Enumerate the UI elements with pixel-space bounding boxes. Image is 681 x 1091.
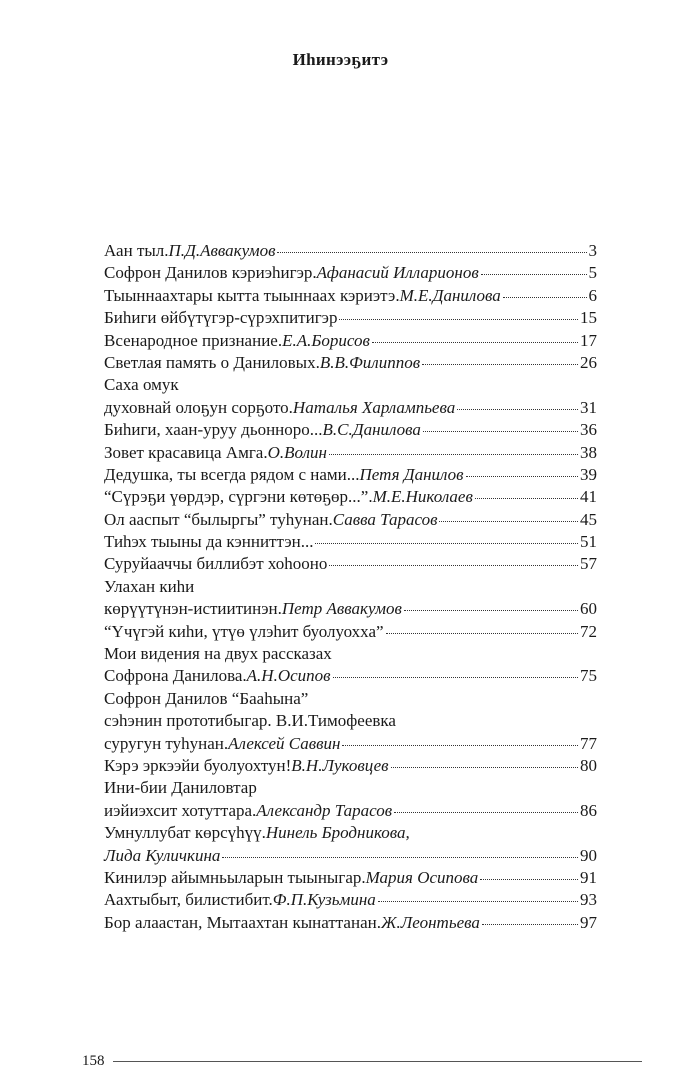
toc-entry (104, 531, 597, 553)
toc-entry (104, 576, 597, 621)
entry-title: сэһэнин прототибыгар. В.И.Тимофеевка (104, 711, 396, 731)
toc-entry (104, 419, 597, 441)
entry-page-number: 86 (580, 800, 597, 820)
toc-line (104, 307, 597, 329)
entry-page-number: 60 (580, 599, 597, 619)
dot-leader (404, 609, 578, 611)
entry-author: Наталья Харлампьева (292, 397, 456, 417)
toc-line (104, 822, 597, 844)
dot-leader (482, 923, 578, 925)
entry-author: Алексей Саввин (228, 733, 341, 753)
toc-entry (104, 285, 597, 307)
toc-line (104, 912, 597, 934)
entry-page-number: 3 (588, 241, 597, 260)
entry-author: Лида Куличкина (104, 845, 221, 865)
entry-title: Биһиги, хаан-уруу дьонноро... (104, 420, 323, 440)
toc-entry (104, 262, 597, 284)
toc-line (104, 374, 597, 396)
entry-title: Ини-бии Даниловтар (104, 778, 257, 798)
toc-line (104, 598, 597, 620)
entry-page-number: 6 (588, 285, 597, 305)
entry-title: Кэрэ эркээйи буолуохтун! (104, 755, 292, 775)
entry-author: Александр Тарасов (256, 800, 393, 820)
toc-line (104, 330, 597, 352)
entry-title: “Үчүгэй киһи, үтүө үлэһит буолуохха” (104, 621, 384, 641)
entry-author: Мария Осипова (365, 867, 479, 887)
dot-leader (222, 856, 578, 858)
toc-line (104, 464, 597, 486)
toc-line (104, 486, 597, 508)
entry-page-number: 45 (580, 509, 597, 529)
dot-leader (329, 453, 578, 455)
toc-line (104, 755, 597, 777)
entry-page-number: 39 (580, 464, 597, 484)
entry-title: Саха омук (104, 375, 179, 395)
dot-leader (423, 430, 578, 432)
toc-entry (104, 486, 597, 508)
entry-author: В.Н.Луковцев (291, 755, 389, 775)
toc-entry (104, 352, 597, 374)
entry-title: Всенародное признание. (104, 330, 283, 350)
entry-author: Ж.Леонтьева (380, 912, 480, 932)
toc-entry (104, 777, 597, 822)
toc-entry (104, 553, 597, 575)
entry-page-number: 57 (580, 554, 597, 574)
toc-entry (104, 912, 597, 934)
toc-line (104, 688, 597, 710)
entry-title: көрүүтүнэн-истиитинэн. (104, 599, 282, 619)
entry-title: Биһиги өйбүтүгэр-сүрэхпитигэр (104, 308, 338, 328)
toc-entry (104, 867, 597, 889)
toc-entry (104, 307, 597, 329)
dot-leader (329, 564, 578, 566)
page-footer (82, 1053, 642, 1070)
entry-title: Суруйааччы биллибэт хоһооно (104, 554, 328, 574)
toc-line (104, 553, 597, 575)
toc-line (104, 889, 597, 911)
entry-title: Тиһэх тыыны да кэнниттэн... (104, 532, 314, 552)
entry-page-number: 15 (580, 308, 597, 328)
entry-title: Ол ааспыт “былыргы” туһунан. (104, 509, 333, 529)
entry-page-number: 17 (580, 330, 597, 350)
entry-page-number: 31 (580, 397, 597, 417)
toc-line (104, 397, 597, 419)
toc-entry (104, 330, 597, 352)
toc-entry (104, 621, 597, 643)
toc-line (104, 845, 597, 867)
entry-author: М.Е.Николаев (372, 487, 473, 507)
dot-leader (339, 318, 578, 320)
toc-line (104, 710, 597, 732)
entry-title: иэйиэхсит хотуттара. (104, 800, 257, 820)
entry-title: Дедушка, ты всегда рядом с нами... (104, 464, 360, 484)
dot-leader (277, 251, 586, 253)
entry-page-number: 26 (580, 352, 597, 372)
dot-leader (439, 520, 578, 522)
entry-author: Афанасий Илларионов (316, 263, 479, 283)
toc-entry (104, 822, 597, 867)
page-title: Иһинээҕитэ (292, 50, 389, 69)
dot-leader (386, 632, 578, 634)
dot-leader (394, 811, 578, 813)
entry-author: Петр Аввакумов (281, 599, 402, 619)
entry-page-number: 75 (580, 666, 597, 686)
toc-line (104, 777, 597, 799)
dot-leader (466, 475, 579, 477)
toc-entry (104, 688, 597, 755)
toc-line (104, 509, 597, 531)
toc-entry (104, 889, 597, 911)
entry-title: Тыыннаахтары кытта тыыннаах кэриэтэ. (104, 285, 400, 305)
table-of-contents (104, 240, 597, 934)
page-number: 158 (82, 1053, 105, 1069)
entry-author: М.Е.Данилова (399, 285, 501, 305)
toc-entry (104, 240, 597, 262)
entry-author: Савва Тарасов (332, 509, 438, 529)
entry-title: Софрон Данилов кэриэһигэр. (104, 263, 317, 283)
entry-title: Улахан киһи (104, 576, 195, 596)
toc-line (104, 262, 597, 284)
entry-title: “Сүрэҕи үөрдэр, сүргэни көтөҕөр...”. (104, 487, 373, 507)
dot-leader (333, 676, 578, 678)
toc-line (104, 621, 597, 643)
entry-page-number: 91 (580, 867, 597, 887)
entry-page-number: 36 (580, 420, 597, 440)
toc-line (104, 352, 597, 374)
toc-line (104, 576, 597, 598)
dot-leader (342, 744, 578, 746)
entry-title: Бор алаастан, Мытаахтан кынаттанан. (104, 912, 381, 932)
dot-leader (372, 341, 578, 343)
toc-entry (104, 509, 597, 531)
toc-line (104, 531, 597, 553)
toc-line (104, 419, 597, 441)
entry-title: Светлая память о Даниловых. (104, 352, 320, 372)
entry-title: Софрон Данилов “Бааһына” (104, 688, 309, 708)
entry-author: В.В.Филиппов (319, 352, 421, 372)
entry-title: Аахтыбыт, билистибит. (104, 890, 273, 910)
entry-page-number: 90 (580, 845, 597, 865)
dot-leader (480, 878, 578, 880)
entry-author: Нинель Бродникова, (265, 823, 410, 843)
entry-author: О.Волин (267, 442, 327, 462)
entry-author: П.Д.Аввакумов (168, 241, 276, 260)
entry-author: В.С.Данилова (322, 420, 421, 440)
toc-line (104, 285, 597, 307)
footer-rule (113, 1061, 643, 1062)
toc-entry (104, 442, 597, 464)
entry-title: Зовет красавица Амга. (104, 442, 268, 462)
entry-author: Петя Данилов (359, 464, 464, 484)
entry-title: Софрона Данилова. (104, 666, 247, 686)
dot-leader (503, 296, 587, 298)
toc-line (104, 867, 597, 889)
entry-page-number: 72 (580, 621, 597, 641)
entry-page-number: 77 (580, 733, 597, 753)
entry-author: А.Н.Осипов (246, 666, 331, 686)
entry-title: Кинилэр айымньыларын тыыныгар. (104, 867, 366, 887)
toc-entry (104, 464, 597, 486)
entry-page-number: 41 (580, 487, 597, 507)
toc-line (104, 442, 597, 464)
toc-entry (104, 643, 597, 688)
entry-page-number: 93 (580, 890, 597, 910)
toc-line (104, 643, 597, 665)
dot-leader (481, 273, 587, 275)
entry-title: духовнай олоҕун сорҕото. (104, 397, 293, 417)
dot-leader (457, 408, 578, 410)
toc-line (104, 240, 597, 262)
toc-line (104, 665, 597, 687)
entry-page-number: 38 (580, 442, 597, 462)
dot-leader (391, 766, 578, 768)
entry-title: Мои видения на двух рассказах (104, 644, 332, 664)
toc-line (104, 800, 597, 822)
entry-author: Е.А.Борисов (282, 330, 370, 350)
toc-entry (104, 374, 597, 419)
entry-page-number: 51 (580, 532, 597, 552)
entry-page-number: 80 (580, 755, 597, 775)
entry-title: Умнуллубат көрсүһүү. (104, 823, 266, 843)
dot-leader (475, 497, 578, 499)
entry-title: суругун туһунан. (104, 733, 229, 753)
dot-leader (315, 542, 578, 544)
entry-title: Аан тыл. (104, 241, 169, 260)
entry-author: Ф.П.Кузьмина (272, 890, 376, 910)
dot-leader (378, 900, 578, 902)
toc-line (104, 733, 597, 755)
entry-page-number: 5 (588, 263, 597, 283)
toc-entry (104, 755, 597, 777)
dot-leader (422, 363, 578, 365)
entry-page-number: 97 (580, 912, 597, 932)
